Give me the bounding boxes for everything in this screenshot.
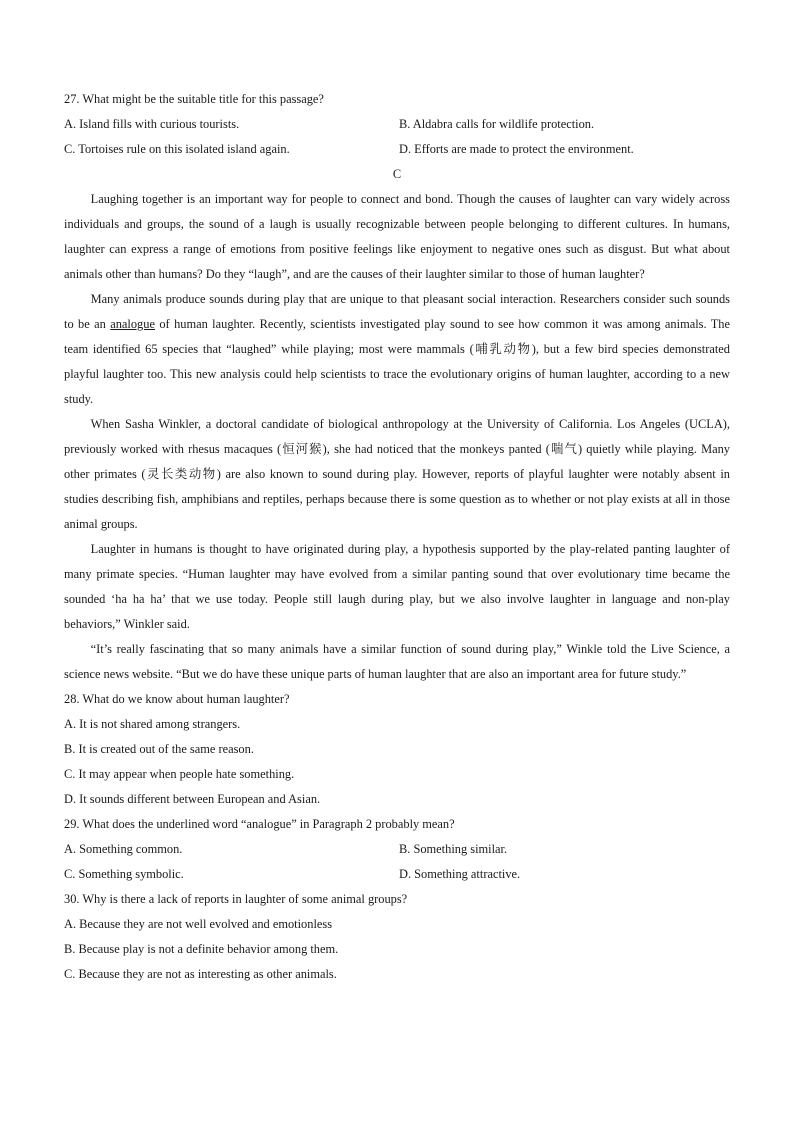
paragraph-2 [64,287,730,412]
question-27-options-row-1 [64,112,730,137]
question-29-options-row-2 [64,862,730,887]
paragraph-5: “It’s really fascinating that so many animals have a similar function of sound during play,” Winkle told the Live Science, a science news website. “But we do have these unique parts of human laughter that are also an important area for future study.” [64,642,730,681]
paragraph-4: Laughter in humans is thought to have originated during play, a hypothesis supported by the play-related panting laughter of many primate species. “Human laughter may have evolved from a similar panting sound that over evolutionary time became the sounded ‘ha ha ha’ that we use today. People still laugh during play, but we also involve laughter in language and non-play behaviors,” Winkler said. [64,542,730,631]
option-28-b: B. It is created out of the same reason. [64,742,254,756]
option-29-c: C. Something symbolic. [64,867,184,881]
underlined-word-analogue: analogue [110,317,155,331]
section-label: C [392,167,402,181]
option-27-c: C. Tortoises rule on this isolated island again. [64,142,290,156]
paragraph-2-after: of human laughter. Recently, scientists investigated play sound to see how common it was among animals. The team identified 65 species that “laughed” while playing; most were mammals (哺乳动物), but a few bird species demonstrated playful laughter too. This new analysis could help scientists to trace the evolutionary origins of human laughter, according to a new study. [64,317,730,406]
question-27 [64,87,730,162]
question-27-stem: 27. What might be the suitable title for this passage? [64,92,324,106]
paragraph-3: When Sasha Winkler, a doctoral candidate of biological anthropology at the University of California. Los Angeles (UCLA), previously worked with rhesus macaques (恒河猴), she had noticed that the monkeys panted (喘气) quietly while playing. Many other primates (灵长类动物) are also known to sound during play. However, reports of playful laughter were notably absent in studies describing fish, amphibians and reptiles, perhaps because there is some question as to whether or not play exists at all in those animal groups. [64,417,730,531]
question-29-options-row-1 [64,837,730,862]
option-29-a: A. Something common. [64,842,183,856]
question-27-options-row-2 [64,137,730,162]
option-30-a: A. Because they are not well evolved and emotionless [64,917,333,931]
question-29-stem: 29. What does the underlined word “analogue” in Paragraph 2 probably mean? [64,817,455,831]
question-28-stem: 28. What do we know about human laughter? [64,692,290,706]
option-30-c: C. Because they are not as interesting as other animals. [64,967,337,981]
option-27-a: A. Island fills with curious tourists. [64,117,240,131]
option-27-b: B. Aldabra calls for wildlife protection. [399,117,595,131]
option-28-d: D. It sounds different between European and Asian. [64,792,321,806]
option-30-b: B. Because play is not a definite behavior among them. [64,942,339,956]
question-30-stem: 30. Why is there a lack of reports in laughter of some animal groups? [64,892,408,906]
option-29-d: D. Something attractive. [399,867,521,881]
option-28-a: A. It is not shared among strangers. [64,717,241,731]
paragraph-2-before: Many animals produce sounds during play that are unique to that pleasant social interaction. Researchers consider such sounds to be an [64,292,730,331]
exam-page [64,87,730,987]
option-28-c: C. It may appear when people hate something. [64,767,295,781]
passage-c [64,162,730,687]
option-27-d: D. Efforts are made to protect the environment. [399,142,634,156]
question-29 [64,812,730,887]
option-29-b: B. Something similar. [399,842,508,856]
question-28 [64,687,730,812]
question-30 [64,887,730,987]
paragraph-1: Laughing together is an important way for people to connect and bond. Though the causes of laughter can vary widely across individuals and groups, the sound of a laugh is usually recognizable between people belonging to different cultures. In humans, laughter can express a range of emotions from positive feelings like enjoyment to negative ones such as disgust. But what about animals other than humans? Do they “laugh”, and are the causes of their laughter similar to those of human laughter? [64,192,730,281]
